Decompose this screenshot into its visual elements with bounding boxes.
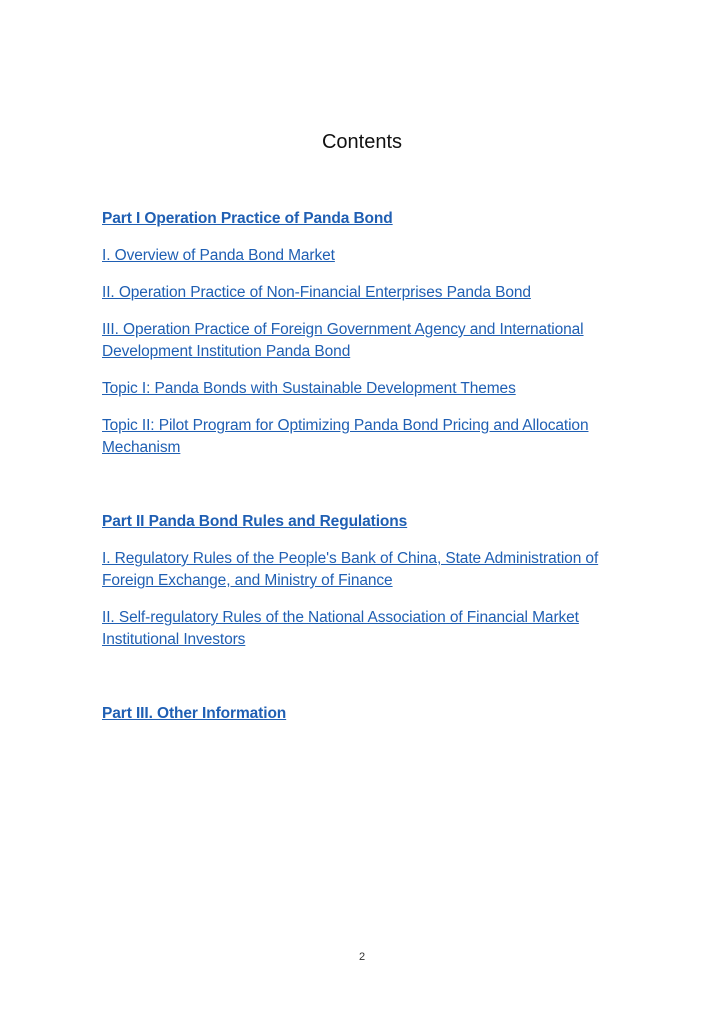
toc-item-self-regulatory-rules-link[interactable]: II. Self-regulatory Rules of the National Association of Financial Market Institutional Investors xyxy=(102,609,579,648)
toc-item-foreign-government-link[interactable]: III. Operation Practice of Foreign Government Agency and International Development Institution Panda Bond xyxy=(102,321,584,360)
toc-item-overview-link[interactable]: I. Overview of Panda Bond Market xyxy=(102,247,335,264)
toc-item-topic-2-link[interactable]: Topic II: Pilot Program for Optimizing Panda Bond Pricing and Allocation Mechanism xyxy=(102,417,589,456)
page-number: 2 xyxy=(358,951,366,963)
toc-item-topic-1-link[interactable]: Topic I: Panda Bonds with Sustainable Development Themes xyxy=(102,380,516,397)
page-title: Contents xyxy=(321,131,403,153)
toc-part-2-link[interactable]: Part II Panda Bond Rules and Regulations xyxy=(102,513,408,530)
toc-part-3-link[interactable]: Part III. Other Information xyxy=(102,705,287,722)
toc-part-1-link[interactable]: Part I Operation Practice of Panda Bond xyxy=(102,210,393,227)
toc-item-regulatory-rules-link[interactable]: I. Regulatory Rules of the People's Bank of China, State Administration of Foreign Exchange, and Ministry of Finance xyxy=(102,550,599,589)
toc-item-non-financial-link[interactable]: II. Operation Practice of Non-Financial Enterprises Panda Bond xyxy=(102,284,531,301)
